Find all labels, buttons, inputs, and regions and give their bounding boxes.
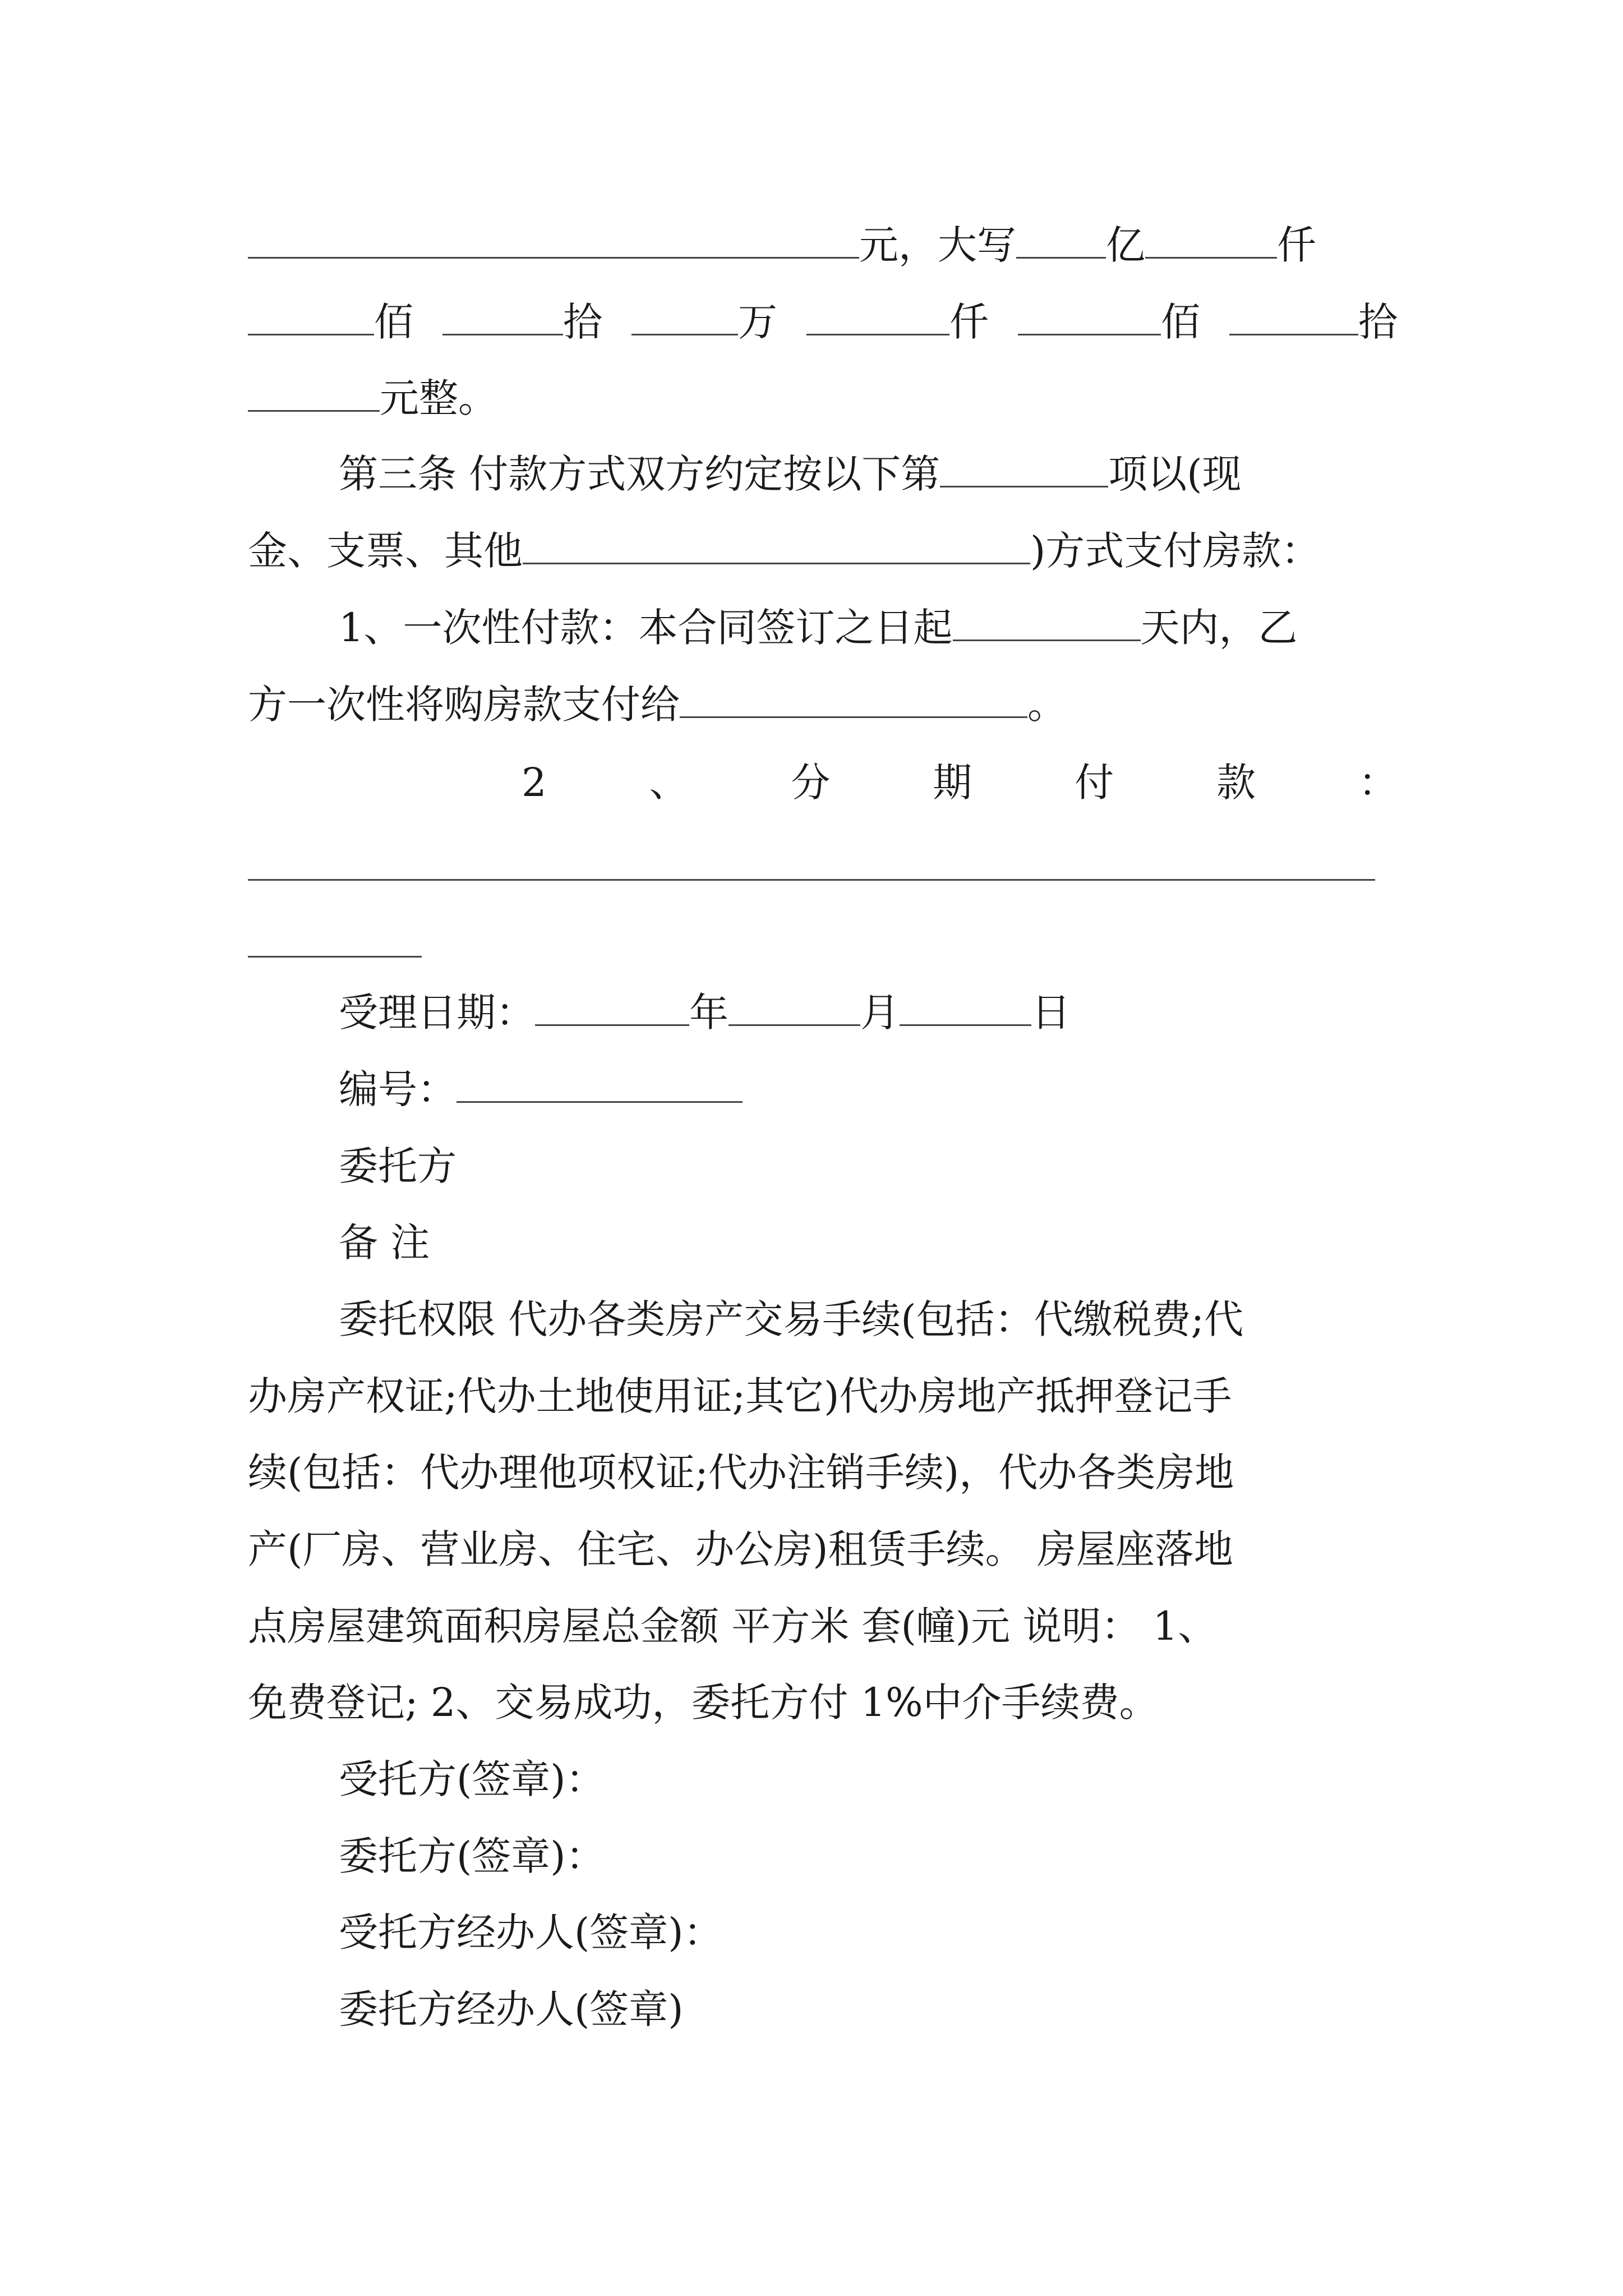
- trustee-agent-signature: 受托方经办人(签章)：: [339, 1910, 723, 1955]
- article-3-text-b: 项以(现: [1108, 451, 1242, 497]
- article-3-text-c: 金、支票、其他: [248, 528, 523, 574]
- number-line: [339, 1064, 1012, 1115]
- day-blank: [900, 990, 1031, 1026]
- authority-line-4: 产(厂房、营业房、住宅、办公房)租赁手续。 房屋座落地: [248, 1526, 1233, 1572]
- accept-date-line: [339, 987, 1180, 1038]
- month-blank: [728, 990, 860, 1026]
- item-2-char: 款: [1216, 760, 1256, 806]
- item-1-text-c: 方一次性将购房款支付给: [248, 682, 680, 728]
- unit-bai-2: 佰: [1161, 299, 1200, 345]
- item-1-text-b: 天内，乙: [1140, 605, 1298, 651]
- remarks-label: 备 注: [339, 1220, 430, 1266]
- item-2-char: 2: [522, 760, 547, 806]
- unit-qian: 仟: [1277, 222, 1316, 268]
- unit-yi: 亿: [1106, 222, 1145, 268]
- blank-yi: [1016, 222, 1106, 259]
- trustee-signature: 受托方(签章)：: [339, 1756, 605, 1802]
- authority-line-3: 续(包括：代办理他项权证;代办注销手续)，代办各类房地: [248, 1450, 1234, 1496]
- year-label: 年: [689, 990, 728, 1036]
- installment-blank-line-2: [248, 956, 422, 958]
- blank-qian: [1145, 222, 1277, 259]
- article-3-text-a: 第三条 付款方式双方约定按以下第: [339, 451, 940, 497]
- days-blank: [953, 605, 1141, 641]
- other-method-blank: [523, 528, 1030, 564]
- authority-line-6: 免费登记; 2、交易成功，委托方付 1%中介手续费。: [248, 1680, 1159, 1726]
- amount-line-3: [248, 373, 1398, 424]
- unit-yuan-zheng: 元整。: [380, 375, 497, 421]
- article-3-line-1: [339, 449, 1398, 499]
- amount-line-1: [248, 220, 1398, 270]
- item-1-line-1: [339, 602, 1398, 653]
- installment-blank-line-1: [248, 879, 1375, 881]
- article-3-text-d: )方式支付房款：: [1030, 528, 1321, 574]
- unit-shi: 拾: [563, 299, 602, 345]
- authority-line-5: 点房屋建筑面积房屋总金额 平方米 套(幢)元 说明： 1、: [248, 1603, 1218, 1649]
- unit-qian-2: 仟: [949, 299, 989, 345]
- payee-blank: [680, 682, 1027, 718]
- unit-wan: 万: [738, 299, 777, 345]
- item-2-char: 付: [1075, 760, 1114, 806]
- authority-line-2: 办房产权证;代办土地使用证;其它)代办房地产抵押登记手: [248, 1373, 1232, 1419]
- payment-item-blank: [940, 451, 1108, 487]
- authority-line-1: 委托权限 代办各类房产交易手续(包括：代缴税费;代: [339, 1296, 1244, 1342]
- accept-date-label: 受理日期：: [339, 990, 535, 1036]
- item-1-line-2: [248, 679, 1398, 730]
- client-signature: 委托方(签章)：: [339, 1833, 605, 1879]
- article-3-line-2: [248, 526, 1398, 576]
- day-label: 日: [1031, 990, 1071, 1036]
- unit-shi-2: 拾: [1358, 299, 1398, 345]
- month-label: 月: [860, 990, 900, 1036]
- amount-blank: [248, 222, 859, 259]
- number-blank: [457, 1066, 743, 1103]
- item-1-text-a: 1、一次性付款：本合同签订之日起: [339, 605, 953, 651]
- item-2-char: ：: [1358, 760, 1398, 806]
- item-2-char: 分: [791, 760, 831, 806]
- amount-line-2: [248, 297, 1398, 347]
- item-2-line: [522, 757, 1398, 808]
- unit-bai: 佰: [374, 299, 413, 345]
- item-2-char: 期: [933, 760, 972, 806]
- year-blank: [535, 990, 689, 1026]
- client-label: 委托方: [339, 1143, 457, 1189]
- amount-unit-text: 元，大写: [859, 222, 1016, 268]
- item-1-text-d: 。: [1027, 682, 1067, 728]
- item-2-char: 、: [649, 760, 689, 806]
- number-label: 编号：: [339, 1066, 457, 1112]
- client-agent-signature: 委托方经办人(签章): [339, 1986, 684, 2032]
